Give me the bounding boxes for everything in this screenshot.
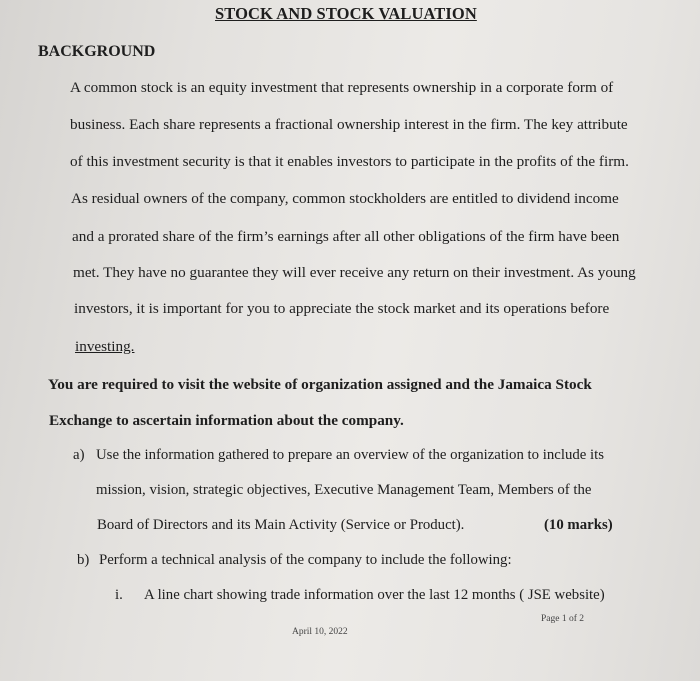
background-line-4: As residual owners of the company, common stockholders are entitled to dividend income xyxy=(71,190,619,207)
requirement-line-1: You are required to visit the website of organization assigned and the Jamaica Stock xyxy=(48,376,592,393)
background-line-3: of this investment security is that it enables investors to participate in the profits of the firm. xyxy=(70,153,629,170)
background-line-2: business. Each share represents a fractional ownership interest in the firm. The key attribute xyxy=(70,116,628,133)
item-b-text: Perform a technical analysis of the company to include the following: xyxy=(99,552,512,568)
item-a-label: a) xyxy=(73,447,85,463)
item-b-i-text: A line chart showing trade information over the last 12 months ( JSE website) xyxy=(144,587,605,603)
background-line-5: and a prorated share of the firm’s earnings after all other obligations of the firm have been xyxy=(72,228,620,245)
background-line-8: investing. xyxy=(75,338,135,355)
requirement-line-2: Exchange to ascertain information about the company. xyxy=(49,412,404,429)
document-title: STOCK AND STOCK VALUATION xyxy=(215,4,477,23)
item-a-marks: (10 marks) xyxy=(544,517,613,533)
item-b-label: b) xyxy=(77,552,90,568)
item-a-line-1: Use the information gathered to prepare an overview of the organization to include its xyxy=(96,447,604,463)
footer-page-number: Page 1 of 2 xyxy=(541,614,585,624)
item-a-line-2: mission, vision, strategic objectives, Executive Management Team, Members of the xyxy=(96,482,592,498)
item-a-line-3: Board of Directors and its Main Activity (Service or Product). xyxy=(97,517,465,533)
item-b-i-label: i. xyxy=(115,587,123,603)
background-line-7: investors, it is important for you to appreciate the stock market and its operations before xyxy=(74,300,610,317)
background-line-6: met. They have no guarantee they will ever receive any return on their investment. As young xyxy=(73,264,636,281)
footer-date: April 10, 2022 xyxy=(292,627,348,637)
section-heading-background: BACKGROUND xyxy=(38,43,156,60)
background-line-1: A common stock is an equity investment that represents ownership in a corporate form of xyxy=(70,79,614,96)
